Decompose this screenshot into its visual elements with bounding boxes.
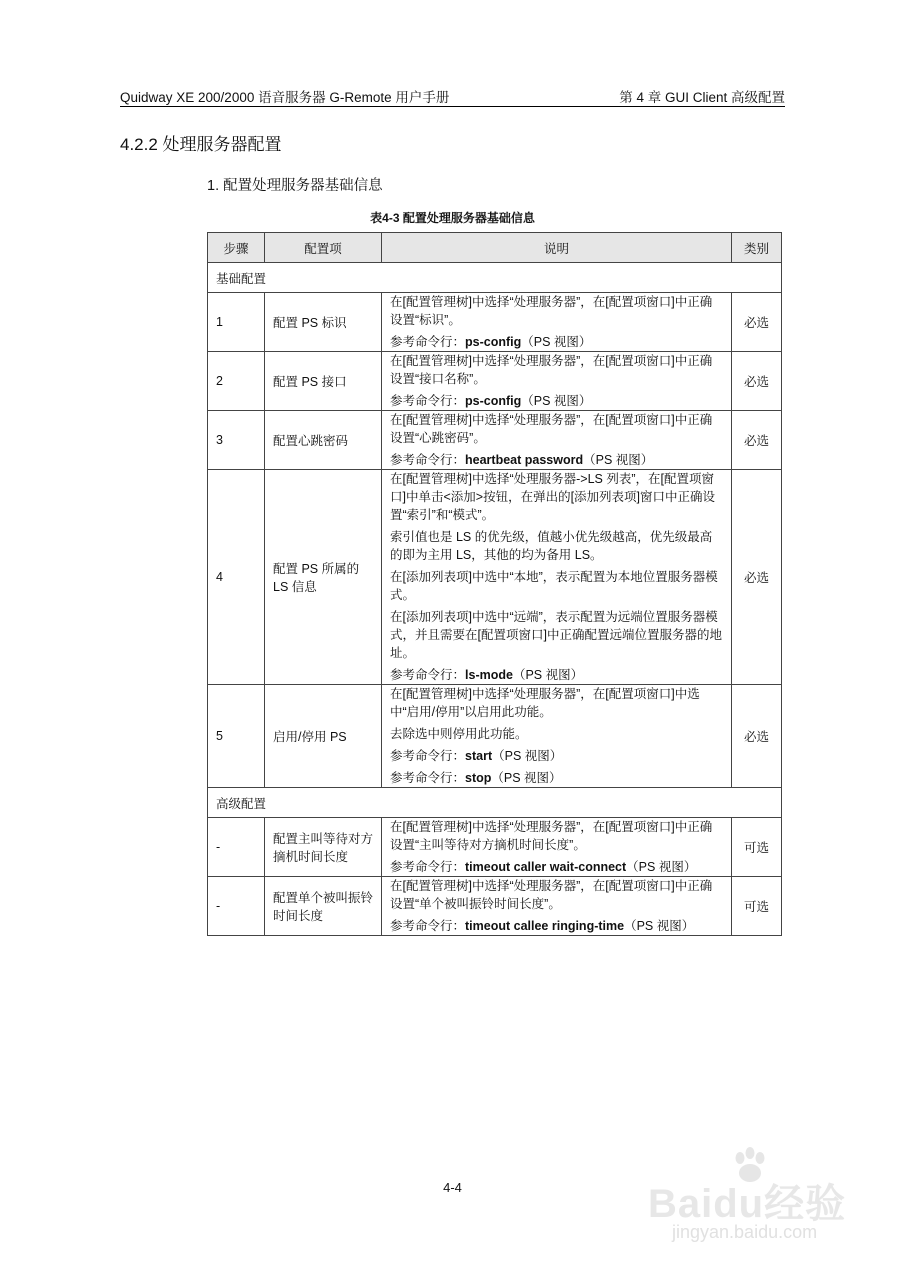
command-prefix: 参考命令行：: [390, 860, 466, 874]
description-text: 在[配置管理树]中选择“处理服务器”，在[配置项窗口]中正确设置“单个被叫振铃时间长度”。: [390, 879, 713, 911]
description-text: 在[添加列表项]中选中“本地”，表示配置为本地位置服务器模式。: [390, 570, 718, 602]
command-reference: [390, 769, 723, 787]
description-text: 去除选中则停用此功能。: [390, 727, 528, 741]
description-text: 在[配置管理树]中选择“处理服务器->LS 列表”，在[配置项窗口]中单击<添加>按钮，在弹出的[添加列表项]窗口中正确设置“索引”和“模式”。: [390, 472, 716, 522]
command-prefix: 参考命令行：: [390, 749, 466, 763]
category-cell: 必选: [732, 685, 782, 788]
command-reference: [390, 392, 723, 410]
config-item-cell: 配置单个被叫振铃时间长度: [265, 877, 382, 936]
description-text: 索引值也是 LS 的优先级，值越小优先级越高，优先级最高的即为主用 LS，其他的均为备用 LS。: [390, 530, 713, 562]
category-cell: 必选: [732, 293, 782, 352]
command-prefix: 参考命令行：: [390, 394, 466, 408]
category-cell: 必选: [732, 352, 782, 411]
command-reference: [390, 858, 723, 876]
table-caption: 表4-3 配置处理服务器基础信息: [370, 211, 535, 225]
description-cell: [382, 877, 732, 936]
command-name: heartbeat password: [465, 453, 584, 467]
command-name: timeout callee ringing-time: [465, 919, 625, 933]
command-view: （PS 视图）: [521, 394, 592, 408]
group-row-basic: [208, 263, 782, 293]
config-item-cell: 配置 PS 所属的 LS 信息: [265, 470, 382, 685]
table-row: [208, 470, 782, 685]
header-item: 配置项: [265, 233, 382, 263]
command-view: （PS 视图）: [626, 860, 697, 874]
table-row: [208, 685, 782, 788]
command-view: （PS 视图）: [491, 771, 562, 785]
command-name: ls-mode: [465, 668, 513, 682]
table-body: [208, 263, 782, 936]
command-name: ps-config: [465, 335, 522, 349]
description-text: 在[配置管理树]中选择“处理服务器”，在[配置项窗口]中正确设置“标识”。: [390, 295, 713, 327]
category-cell: 必选: [732, 411, 782, 470]
description-text: 在[配置管理树]中选择“处理服务器”，在[配置项窗口]中选中“启用/停用”以启用此功能。: [390, 687, 700, 719]
watermark: [642, 1142, 852, 1252]
command-prefix: 参考命令行：: [390, 453, 466, 467]
header-step: 步骤: [208, 233, 265, 263]
command-view: （PS 视图）: [512, 668, 584, 682]
command-prefix: 参考命令行：: [390, 771, 466, 785]
description-text: 在[配置管理树]中选择“处理服务器”，在[配置项窗口]中正确设置“接口名称”。: [390, 354, 713, 386]
command-view: （PS 视图）: [624, 919, 695, 933]
description-cell: [382, 293, 732, 352]
step-cell: -: [208, 877, 265, 936]
config-item-cell: 配置主叫等待对方摘机时间长度: [265, 818, 382, 877]
table-row: [208, 818, 782, 877]
config-item-cell: 配置心跳密码: [265, 411, 382, 470]
watermark-url: jingyan.baidu.com: [672, 1222, 818, 1242]
description-cell: [382, 352, 732, 411]
table-header-row: [208, 233, 782, 263]
group-row-basic-label: 基础配置: [208, 263, 782, 293]
table-row: [208, 877, 782, 936]
category-cell: 可选: [732, 877, 782, 936]
table-row: [208, 411, 782, 470]
step-cell: 1: [208, 293, 265, 352]
command-view: （PS 视图）: [492, 749, 563, 763]
command-reference: [390, 917, 723, 935]
description-text: 在[配置管理树]中选择“处理服务器”，在[配置项窗口]中正确设置“心跳密码”。: [390, 413, 713, 445]
description-cell: [382, 818, 732, 877]
section-title: 4.2.2 处理服务器配置: [120, 135, 282, 154]
config-item-cell: 配置 PS 接口: [265, 352, 382, 411]
command-view: （PS 视图）: [521, 335, 592, 349]
table-row: [208, 352, 782, 411]
command-name: ps-config: [465, 394, 522, 408]
command-name: timeout caller wait-connect: [465, 860, 627, 874]
table-row: [208, 293, 782, 352]
group-row-advanced: [208, 788, 782, 818]
description-cell: [382, 411, 732, 470]
description-text: 在[配置管理树]中选择“处理服务器”，在[配置项窗口]中正确设置“主叫等待对方摘机时间长度”。: [390, 820, 713, 852]
config-item-cell: 启用/停用 PS: [265, 685, 382, 788]
group-row-advanced-label: 高级配置: [208, 788, 782, 818]
header-doc-title: Quidway XE 200/2000 语音服务器 G-Remote 用户手册: [120, 90, 450, 105]
command-prefix: 参考命令行：: [390, 668, 466, 682]
step-cell: -: [208, 818, 265, 877]
watermark-logo: Baidu经验: [648, 1182, 847, 1226]
command-prefix: 参考命令行：: [390, 919, 466, 933]
header-description: 说明: [382, 233, 732, 263]
command-reference: [390, 451, 723, 469]
step-cell: 2: [208, 352, 265, 411]
description-text: 在[添加列表项]中选中“远端”，表示配置为远端位置服务器模式，并且需要在[配置项窗口]中正确配置远端位置服务器的地址。: [390, 610, 722, 660]
header-rule: [120, 106, 785, 107]
command-view: （PS 视图）: [583, 453, 654, 467]
step-cell: 3: [208, 411, 265, 470]
command-reference: [390, 333, 723, 351]
description-cell: [382, 470, 732, 685]
step-cell: 5: [208, 685, 265, 788]
page-number: 4-4: [443, 1180, 462, 1195]
command-reference: [390, 747, 723, 765]
step-cell: 4: [208, 470, 265, 685]
config-item-cell: 配置 PS 标识: [265, 293, 382, 352]
config-table: [207, 232, 782, 936]
header-category: 类别: [732, 233, 782, 263]
description-cell: [382, 685, 732, 788]
command-prefix: 参考命令行：: [390, 335, 466, 349]
command-reference: [390, 666, 723, 684]
category-cell: 可选: [732, 818, 782, 877]
command-name: start: [465, 749, 493, 763]
subsection-title: 1. 配置处理服务器基础信息: [207, 178, 383, 194]
header-chapter-title: 第 4 章 GUI Client 高级配置: [619, 90, 785, 105]
category-cell: 必选: [732, 470, 782, 685]
command-name: stop: [465, 771, 492, 785]
